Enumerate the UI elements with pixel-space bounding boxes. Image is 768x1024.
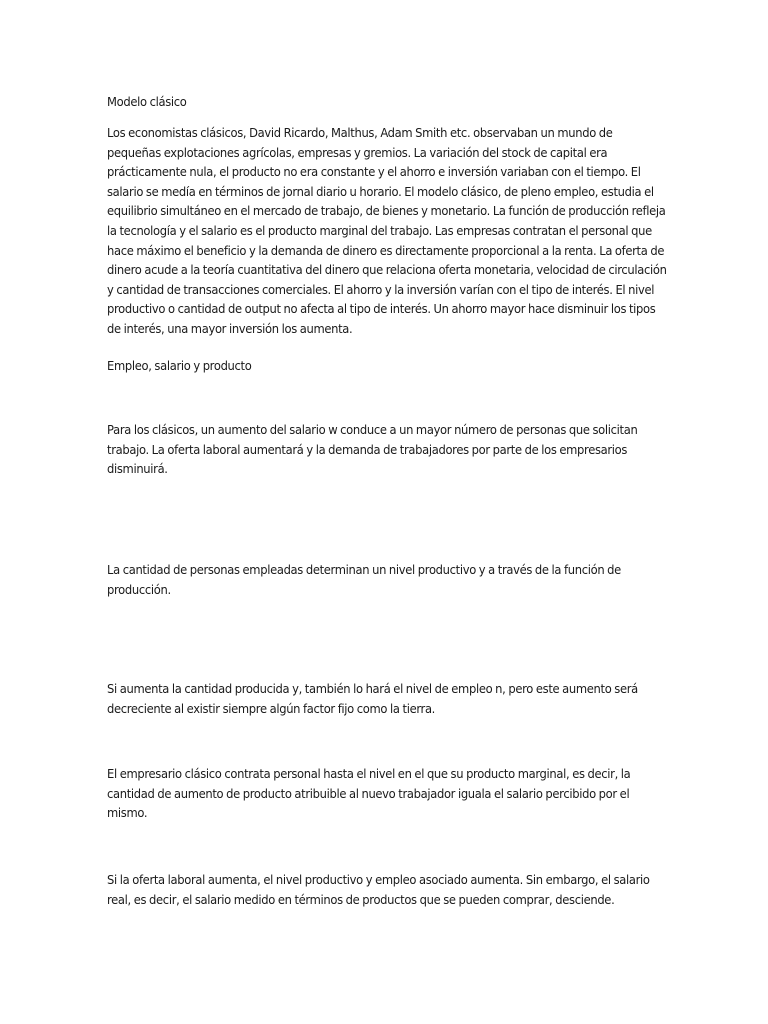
section-subtitle: Empleo, salario y producto — [107, 358, 252, 373]
paragraph-3: Si aumenta la cantidad producida y, también lo hará el nivel de empleo n, pero este aumento será decreciente al existir siempre algún factor fijo como la tierra. — [107, 681, 638, 716]
paragraph-5: Si la oferta laboral aumenta, el nivel productivo y empleo asociado aumenta. Sin embargo, el salario real, es decir, el salario medido en términos de productos que se pueden comprar, desciende. — [107, 872, 650, 907]
paragraph-1: Para los clásicos, un aumento del salario w conduce a un mayor número de personas que solicitan trabajo. La oferta laboral aumentará y la demanda de trabajadores por parte de los empresarios disminuirá. — [107, 422, 638, 477]
intro-paragraph: Los economistas clásicos, David Ricardo, Malthus, Adam Smith etc. observaban un mundo de pequeñas explotaciones agrícolas, empresas y gremios. La variación del stock de capital era prácticamente nula, el producto no era constante y el ahorro e inversión variaban con el tiempo. El salario se medía en términos de jornal diario u horario. El modelo clásico, de pleno empleo, estudia el equilibrio simultáneo en el mercado de trabajo, de bienes y monetario. La función de producción refleja la tecnología y el salario es el producto marginal del trabajo. Las empresas contratan el personal que hace máximo el beneficio y la demanda de dinero es directamente proporcional a la renta. La oferta de dinero acude a la teoría cuantitativa del dinero que relaciona oferta monetaria, velocidad de circulación y cantidad de transacciones comerciales. El ahorro y la inversión varían con el tipo de interés. El nivel productivo o cantidad de output no afecta al tipo de interés. Un ahorro mayor hace disminuir los tipos de interés, una mayor inversión los aumenta. — [107, 125, 667, 336]
paragraph-2: La cantidad de personas empleadas determinan un nivel productivo y a través de la función de producción. — [107, 562, 621, 597]
document-title: Modelo clásico — [107, 94, 187, 109]
paragraph-4: El empresario clásico contrata personal hasta el nivel en el que su producto marginal, es decir, la cantidad de aumento de producto atribuible al nuevo trabajador iguala el salario percibido por el mismo. — [107, 766, 631, 821]
